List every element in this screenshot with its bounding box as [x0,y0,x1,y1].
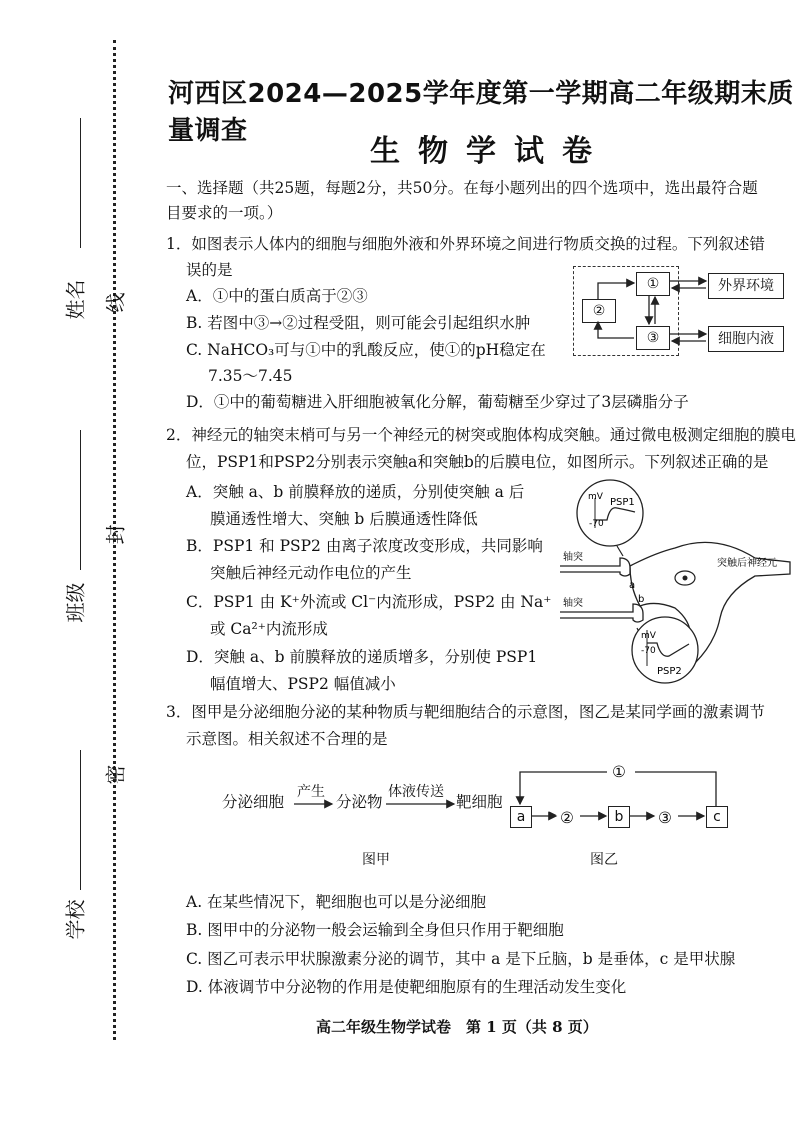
psp1-minus70: -70 [589,519,604,529]
name-blank-line [80,118,81,248]
jia-produce: 产生 [297,784,325,800]
jia-arrows [290,798,460,812]
q3-option-a: A. 在某些情况下，靶细胞也可以是分泌细胞 [186,893,487,911]
synapse-a-label: a [629,580,636,591]
school-blank-line [80,750,81,890]
q2-option-b-cont: 突触后神经元动作电位的产生 [210,564,412,582]
section-intro-line2: 目要求的一项。） [166,204,283,222]
seal-char-mi: 密 [103,764,128,785]
seal-char-feng: 封 [103,524,128,545]
q1-option-a: A．①中的蛋白质高于②③ [186,287,368,305]
name-label: 姓名 [63,279,88,320]
jia-caption: 图甲 [362,852,390,868]
class-label: 班级 [63,582,88,623]
q1-option-b: B. 若图中③→②过程受阻，则可能会引起组织水肿 [186,314,531,332]
jia-transport: 体液传送 [388,784,444,800]
jia-secretion: 分泌物 [336,793,383,811]
axon-1-label: 轴突 [563,552,583,563]
q2-option-b: B．PSP1 和 PSP2 由离子浓度改变形成，共同影响 [186,537,543,555]
yi-step-3: ③ [658,809,672,827]
psp1-meter-circle [577,480,643,546]
psp2-label: PSP2 [657,666,682,677]
q1-arrows [570,262,790,362]
seal-char-xian: 线 [103,292,128,313]
school-label: 学校 [63,899,88,940]
exam-subtitle: 生物学试卷 [370,134,610,169]
q1-option-c: C. NaHCO₃可与①中的乳酸反应，使①的pH稳定在 [186,341,546,359]
section-intro: 一、选择题（共25题，每题2分，共50分。在每小题列出的四个选项中，选出最符合题 [166,179,758,197]
yi-step-1: ① [612,763,626,781]
jia-secretory-cell: 分泌细胞 [222,793,285,811]
q3-stem-line2: 示意图。相关叙述不合理的是 [186,730,388,748]
q1-node-2: ② [582,299,616,323]
page-footer: 高二年级生物学试卷 第 1 页（共 8 页） [316,1018,598,1036]
q2-stem: 2．神经元的轴突末梢可与另一个神经元的树突或胞体构成突触。通过微电极测定细胞的膜电 [166,426,796,444]
q1-node-3: ③ [636,326,670,350]
yi-step-2: ② [560,809,574,827]
q3-option-d: D. 体液调节中分泌物的作用是使靶细胞原有的生理活动发生变化 [186,978,627,996]
yi-arrows-lower [530,810,710,824]
q2-neuron-diagram [555,478,795,688]
psp2-minus70: -70 [641,646,656,656]
q2-option-c-cont: 或 Ca²⁺内流形成 [210,620,328,638]
synapse-b-label: b [638,594,645,605]
yi-node-a: a [510,806,532,828]
q3-option-c: C. 图乙可表示甲状腺激素分泌的调节，其中 a 是下丘脑，b 是垂体，c 是甲状腺 [186,950,736,968]
q1-node-1: ① [636,272,670,296]
q1-stem-line2: 误的是 [186,261,233,279]
psp1-label: PSP1 [610,497,635,508]
yi-arrows [505,765,735,815]
post-neuron-label: 突触后神经元 [717,558,777,569]
psp1-mv: mV [588,492,603,502]
q2-stem-line2: 位，PSP1和PSP2分别表示突触a和突触b的后膜电位，如图所示。下列叙述正确的是 [186,453,769,471]
q1-intracellular: 细胞内液 [708,326,784,352]
exam-title: 河西区2024—2025学年度第一学期高二年级期末质量调查 [168,79,794,146]
q2-option-a-cont: 膜通透性增大、突触 b 后膜通透性降低 [210,510,478,528]
yi-node-c: c [706,806,728,828]
q1-option-c-cont: 7.35～7.45 [208,367,293,385]
q2-option-a: A．突触 a、b 前膜释放的递质，分别使突触 a 后 [186,483,525,501]
yi-caption: 图乙 [590,852,618,868]
q2-option-d: D．突触 a、b 前膜释放的递质增多，分别使 PSP1 [186,648,538,666]
q1-external-env: 外界环境 [708,273,784,299]
q3-stem: 3．图甲是分泌细胞分泌的某种物质与靶细胞结合的示意图，图乙是某同学画的激素调节 [166,703,765,721]
jia-target-cell: 靶细胞 [456,793,503,811]
q1-stem: 1．如图表示人体内的细胞与细胞外液和外界环境之间进行物质交换的过程。下列叙述错 [166,235,765,253]
q1-option-d: D．①中的葡萄糖进入肝细胞被氧化分解，葡萄糖至少穿过了3层磷脂分子 [186,393,689,411]
q3-option-b: B. 图甲中的分泌物一般会运输到全身但只作用于靶细胞 [186,921,564,939]
psp2-mv: mV [641,631,656,641]
yi-node-b: b [608,806,630,828]
q2-option-d-cont: 幅值增大、PSP2 幅值减小 [210,675,396,693]
q2-option-c: C．PSP1 由 K⁺外流或 Cl⁻内流形成，PSP2 由 Na⁺ [186,593,552,611]
class-blank-line [80,430,81,570]
axon-2-label: 轴突 [563,598,583,609]
